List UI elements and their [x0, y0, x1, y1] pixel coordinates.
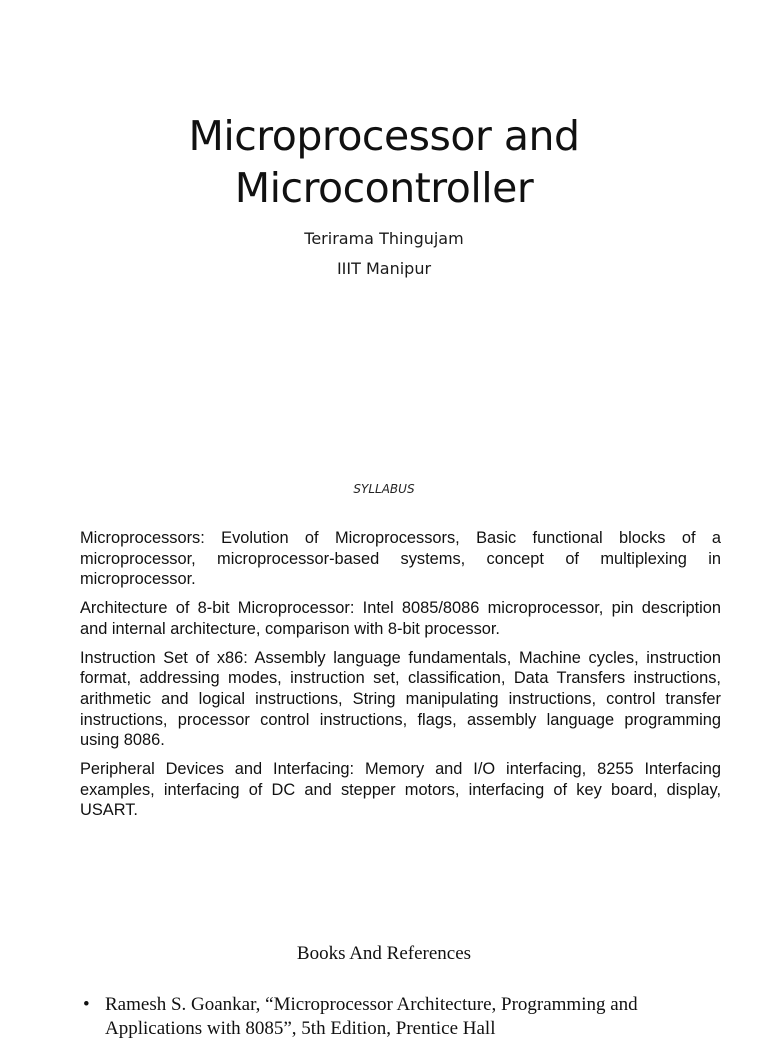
syllabus-paragraph-instruction-set: Instruction Set of x86: Assembly language fundamentals, Machine cycles, instruction format, addressing modes, instruction set, classification, Data Transfers instructions, arithmetic and logical instructions, String manipulating instructions, control transfer instructions, processor control instructions, flags, assembly language programming using 8086. [80, 648, 721, 750]
bullet-icon: • [83, 994, 90, 1015]
title-line-1: Microprocessor and [188, 112, 580, 160]
syllabus-paragraph-architecture: Architecture of 8-bit Microprocessor: Intel 8085/8086 microprocessor, pin description and internal architecture, comparison with 8-bit processor. [80, 599, 721, 638]
syllabus-paragraph-microprocessors: Microprocessors: Evolution of Microprocessors, Basic functional blocks of a microprocessor, microprocessor-based systems, concept of multiplexing in microprocessor. [80, 529, 721, 589]
reference-text: Ramesh S. Goankar, “Microprocessor Architecture, Programming and Applications with 8085”, 5th Edition, Prentice Hall [105, 994, 638, 1039]
title-line-2: Microcontroller [234, 164, 534, 212]
syllabus-paragraph-peripherals: Peripheral Devices and Interfacing: Memory and I/O interfacing, 8255 Interfacing examples, interfacing of DC and stepper motors, interfacing of key board, display, USART. [80, 760, 721, 820]
institute-name: IIIT Manipur [336, 259, 432, 278]
author-name: Terirama Thingujam [304, 229, 464, 248]
document-title [0, 110, 768, 214]
references-heading: Books And References [296, 943, 472, 964]
references-list [80, 993, 720, 1041]
reference-item [80, 993, 720, 1041]
syllabus-content [80, 528, 721, 829]
syllabus-heading: SYLLABUS [353, 482, 415, 496]
